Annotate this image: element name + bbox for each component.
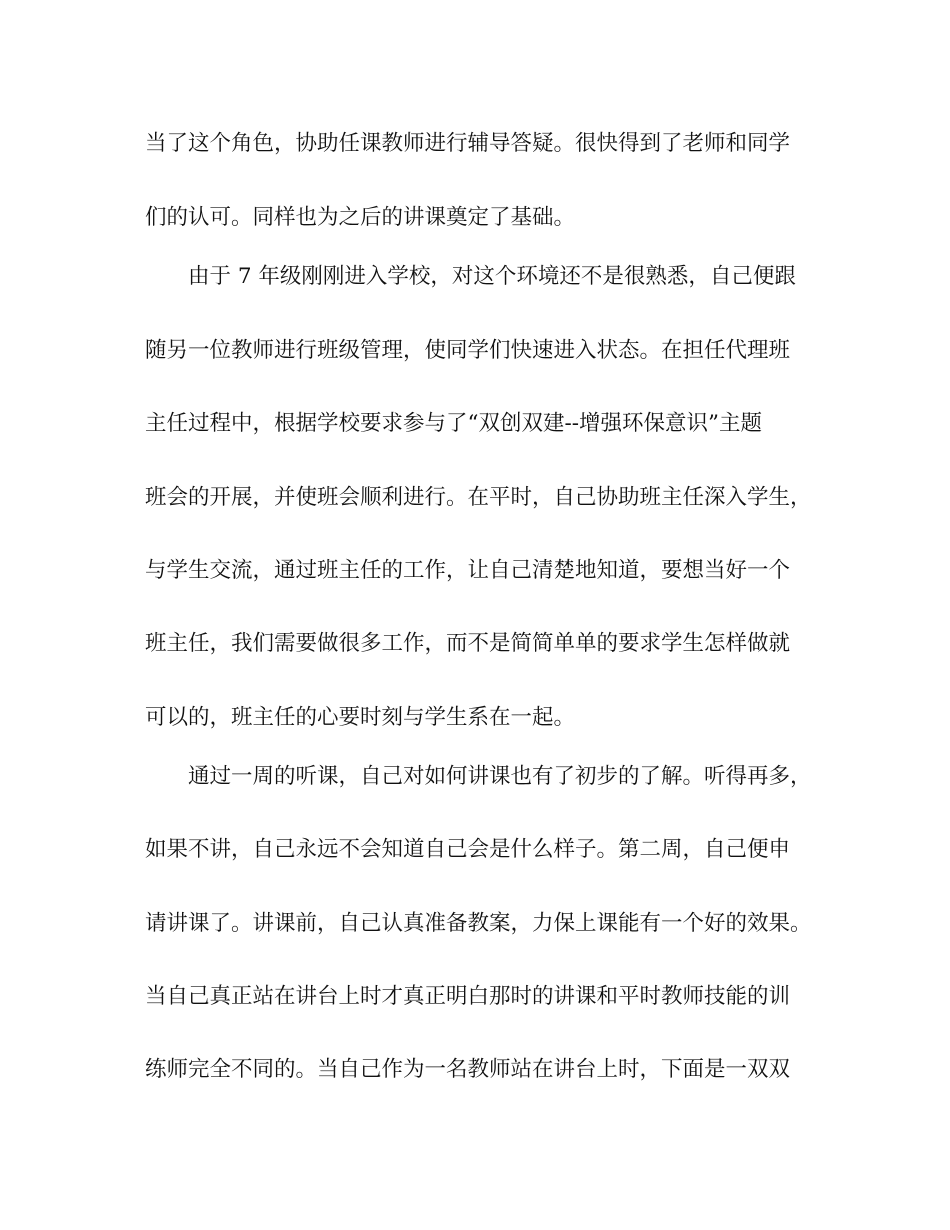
text-line: 请讲课了。讲课前，自己认真准备教案，力保上课能有一个好的效果。 [145,911,812,936]
text-line: 可以的，班主任的心要时刻与学生系在一起。 [145,705,576,730]
text-line: 练师完全不同的。当自己作为一名教师站在讲台上时，下面是一双双 [145,1057,791,1082]
paragraph-first-line: 由于 7 年级刚刚进入学校，对这个环境还不是很熟悉，自己便跟 [188,264,796,289]
text-line: 们的认可。同样也为之后的讲课奠定了基础。 [145,205,576,230]
text-line: 随另一位教师进行班级管理，使同学们快速进入状态。在担任代理班 [145,338,791,363]
text-line: 如果不讲，自己永远不会知道自己会是什么样子。第二周，自己便申 [145,837,791,862]
text-line: 班主任，我们需要做很多工作，而不是简简单单的要求学生怎样做就 [145,631,791,656]
text-line: 班会的开展，并使班会顺利进行。在平时，自己协助班主任深入学生， [145,485,812,510]
text-line: 与学生交流，通过班主任的工作，让自己清楚地知道，要想当好一个 [145,558,791,583]
text-line: 当自己真正站在讲台上时才真正明白那时的讲课和平时教师技能的训 [145,984,791,1009]
text-line: 主任过程中，根据学校要求参与了“双创双建--增强环保意识”主题 [145,411,763,436]
paragraph-first-line: 通过一周的听课，自己对如何讲课也有了初步的了解。听得再多， [188,764,812,789]
text-line: 当了这个角色，协助任课教师进行辅导答疑。很快得到了老师和同学 [145,131,791,156]
